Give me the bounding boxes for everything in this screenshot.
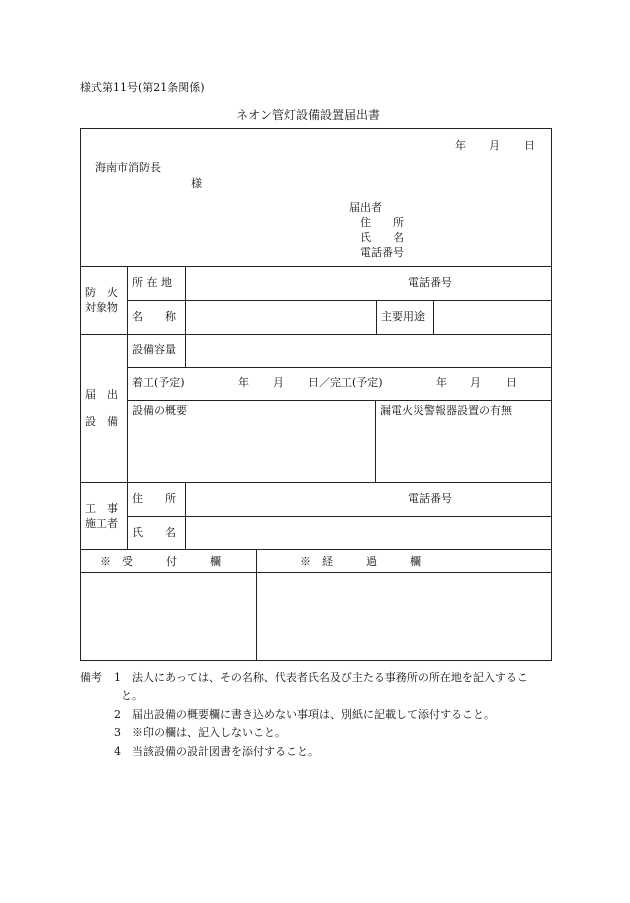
- equipment-label-2: 設 備: [85, 415, 118, 428]
- col-divider: [256, 549, 257, 660]
- note-text: ※印の欄は、記入しないこと。: [132, 726, 286, 739]
- location-label: 所 在 地: [132, 276, 172, 289]
- start-year-label: 年: [238, 376, 249, 389]
- col-divider: [127, 266, 128, 549]
- contractor-label-2: 施工者: [85, 517, 118, 530]
- overview-label: 設備の概要: [132, 404, 187, 417]
- contractor-address-label: 住 所: [132, 492, 176, 505]
- date-year-label: 年: [455, 139, 466, 152]
- row-divider: [81, 549, 551, 550]
- col-divider: [375, 400, 376, 482]
- fire-target-label-1: 防 火: [85, 286, 118, 299]
- facility-name-label: 名 称: [132, 310, 176, 323]
- row-divider: [81, 572, 551, 573]
- notifier-phone-label: 電話番号: [360, 246, 404, 259]
- start-month-label: 月: [273, 376, 284, 389]
- row-divider: [127, 367, 551, 368]
- col-divider: [185, 482, 186, 549]
- note-text: 届出設備の概要欄に書き込めない事項は、別紙に記載して添付すること。: [132, 708, 495, 721]
- row-divider: [81, 334, 551, 335]
- form-number: 様式第11号(第21条関係): [80, 81, 205, 94]
- form-title: ネオン管灯設備設置届出書: [236, 108, 381, 122]
- progress-column-header: ※ 経 過 欄: [300, 555, 421, 568]
- notification-form-table: [80, 128, 552, 661]
- fire-target-label-2: 対象物: [85, 301, 118, 314]
- note-number: 2: [114, 708, 121, 721]
- notifier-name-label: 氏 名: [360, 231, 404, 244]
- capacity-label: 設備容量: [132, 343, 176, 356]
- col-divider: [185, 334, 186, 367]
- note-number: 3: [114, 726, 121, 739]
- row-divider: [127, 300, 551, 301]
- start-label: 着工(予定): [132, 376, 185, 389]
- date-month-label: 月: [489, 139, 500, 152]
- end-year-label: 年: [436, 376, 447, 389]
- row-divider: [127, 516, 551, 517]
- contractor-phone-label: 電話番号: [408, 492, 452, 505]
- honorific: 様: [191, 177, 202, 190]
- row-divider: [127, 400, 551, 401]
- end-day-label: 日: [506, 376, 517, 389]
- equipment-label-1: 届 出: [85, 388, 118, 401]
- date-day-label: 日: [524, 139, 535, 152]
- notifier-label: 届出者: [349, 201, 382, 214]
- row-divider: [81, 266, 551, 267]
- leak-alarm-label: 漏電火災警報器設置の有無: [380, 404, 512, 417]
- note-number: 4: [114, 745, 121, 758]
- fire-chief-name: 海南市消防長: [95, 161, 161, 174]
- notifier-address-label: 住 所: [360, 216, 404, 229]
- receipt-column-header: ※ 受 付 欄: [100, 555, 221, 568]
- col-divider: [185, 266, 186, 334]
- note-text: 当該設備の設計図書を添付すること。: [132, 745, 319, 758]
- notes-heading: 備考: [80, 671, 102, 684]
- note-text-continuation: と。: [121, 689, 143, 702]
- col-divider: [433, 300, 434, 334]
- fire-target-phone-label: 電話番号: [408, 276, 452, 289]
- contractor-name-label: 氏 名: [132, 526, 176, 539]
- note-number: 1: [114, 671, 121, 684]
- start-day-separator: 日／完工(予定): [308, 376, 383, 389]
- main-use-label: 主要用途: [381, 310, 425, 323]
- end-month-label: 月: [470, 376, 481, 389]
- row-divider: [81, 482, 551, 483]
- col-divider: [376, 300, 377, 334]
- contractor-label-1: 工 事: [85, 502, 118, 515]
- note-text: 法人にあっては、その名称、代表者氏名及び主たる事務所の所在地を記入するこ: [132, 671, 528, 684]
